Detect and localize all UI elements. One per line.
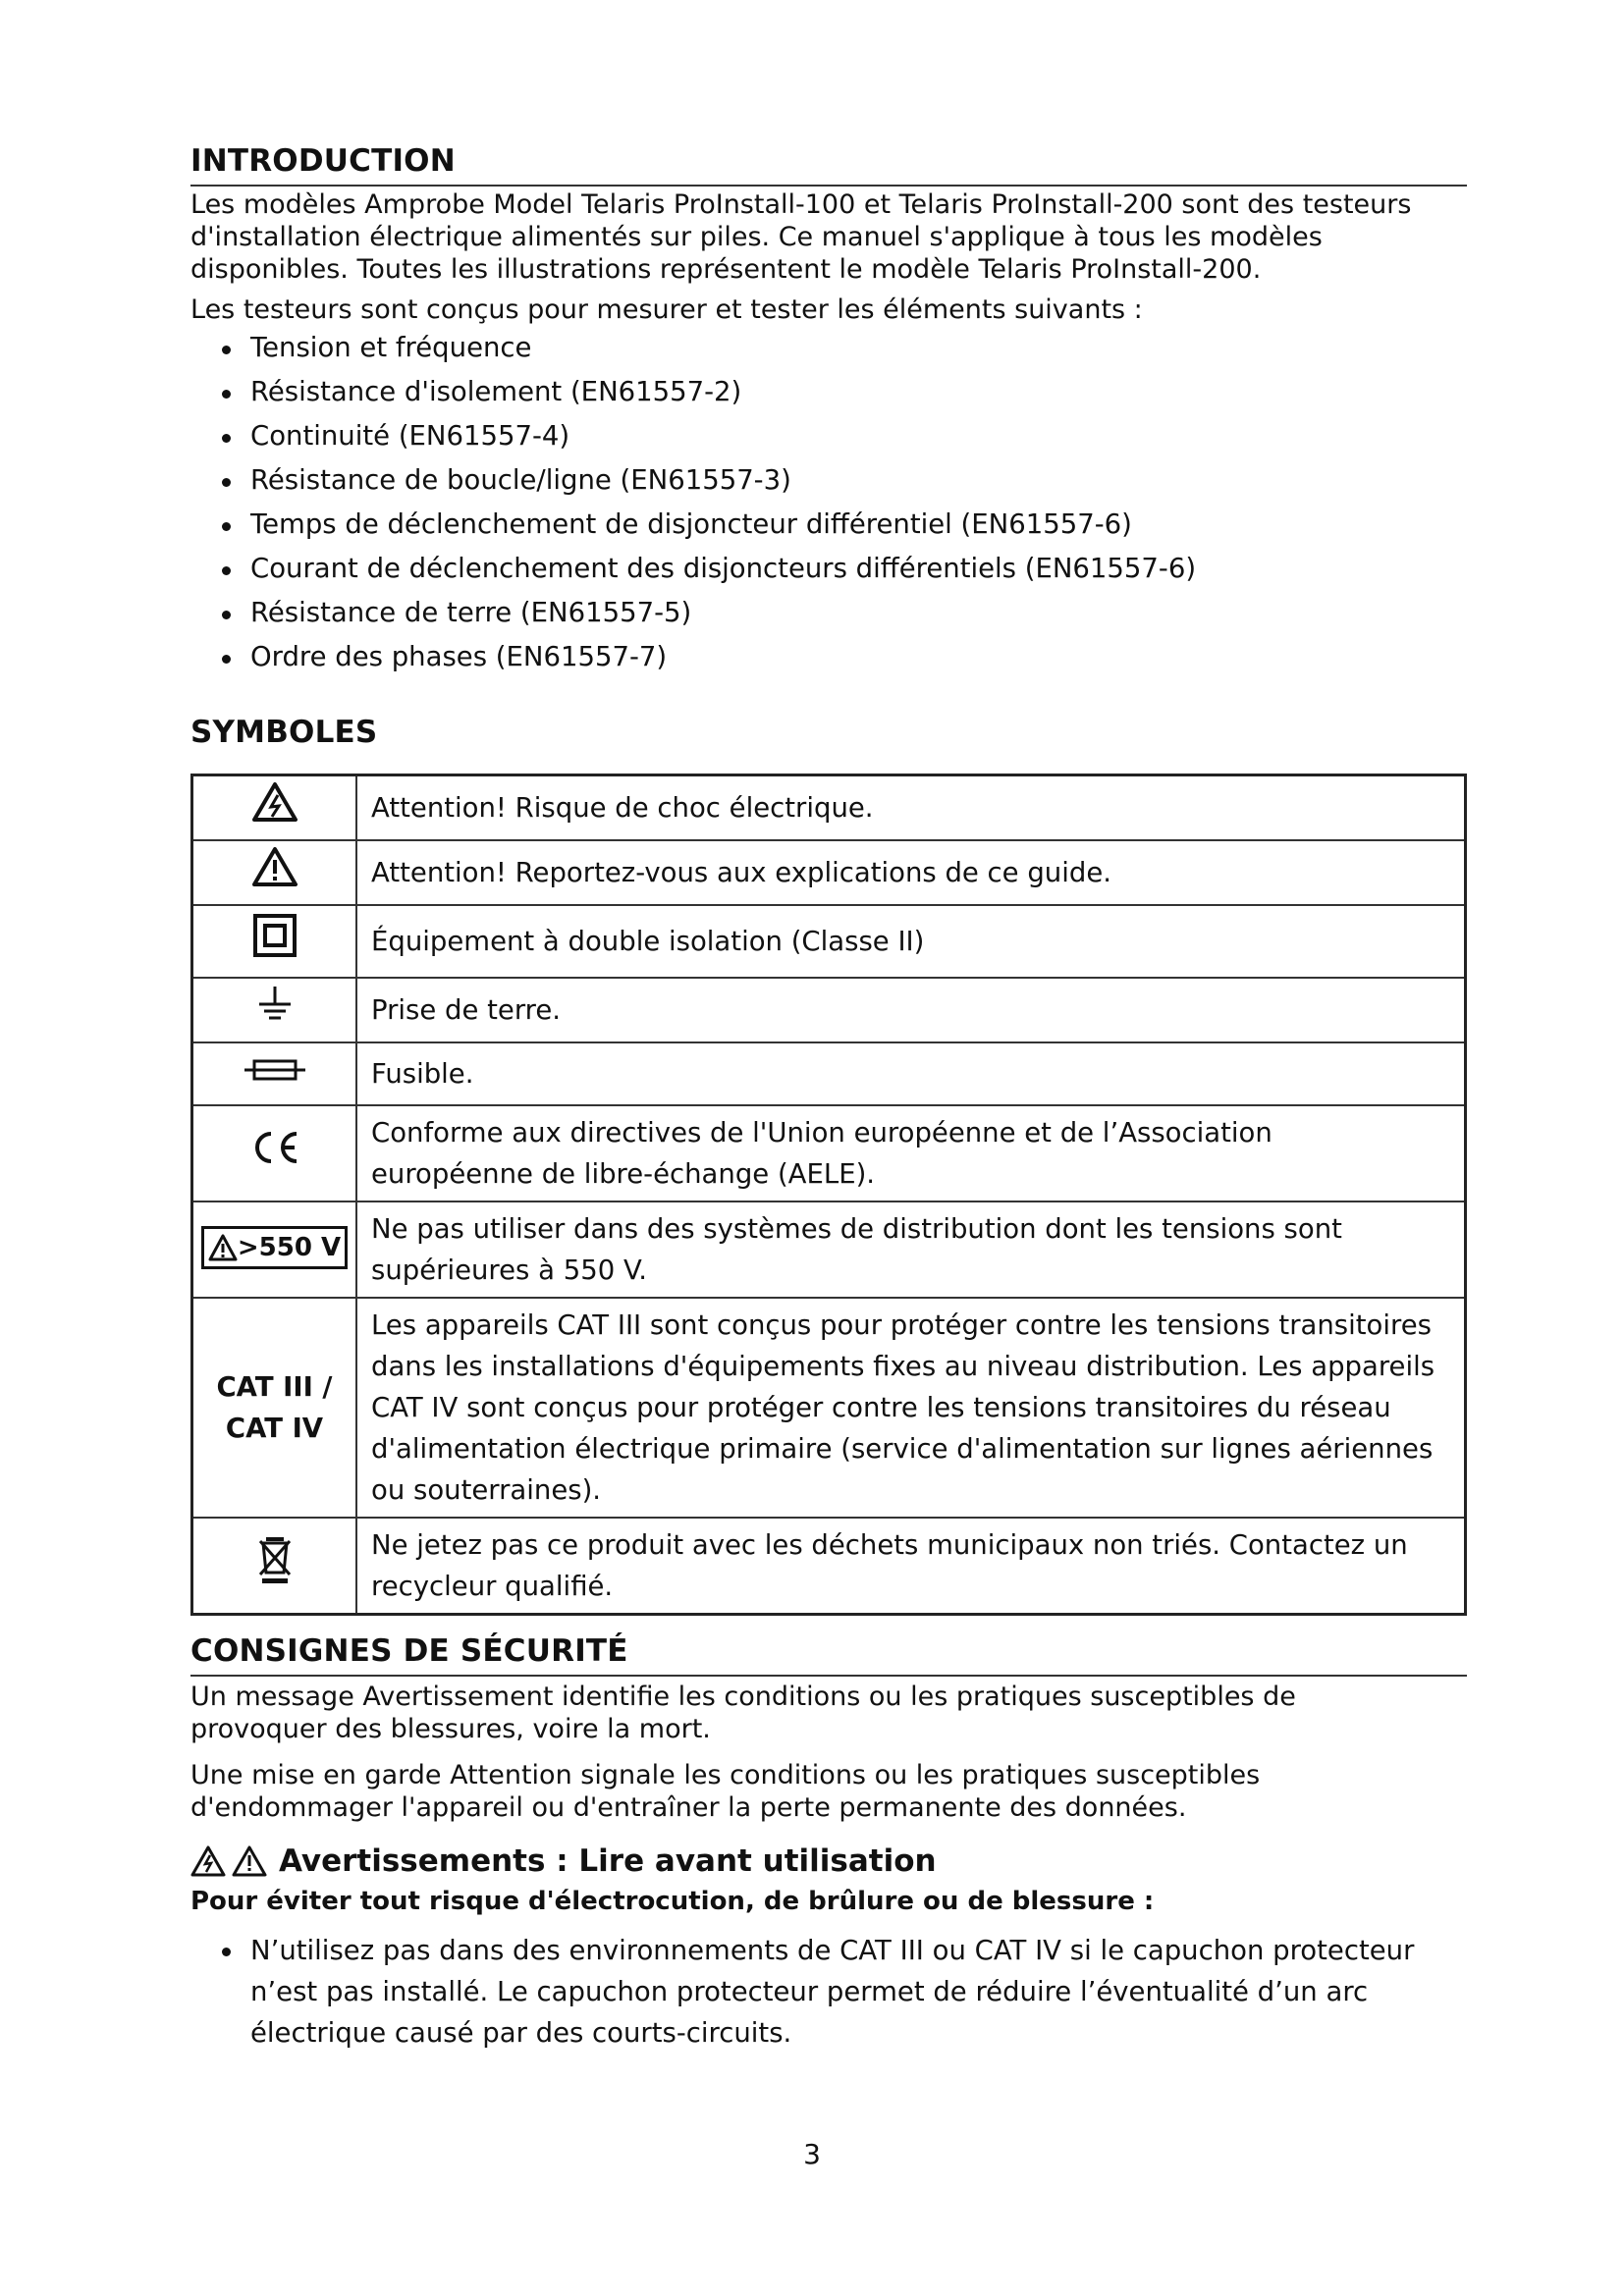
symbol-cell bbox=[192, 1042, 357, 1105]
text-line: CAT IV sont conçus pour protéger contre les tensions transitoires du réseau bbox=[371, 1391, 1391, 1423]
symbol-description bbox=[356, 1518, 1466, 1615]
symbol-cell bbox=[192, 775, 357, 840]
introduction-paragraph-2: Les testeurs sont conçus pour mesurer et tester les éléments suivants : bbox=[190, 294, 1143, 325]
list-item: Résistance de boucle/ligne (EN61557-3) bbox=[190, 458, 1467, 503]
text-line: dans les installations d'équipements fixes au niveau distribution. Les appareils bbox=[371, 1350, 1435, 1382]
cat-label-line: CAT IV bbox=[225, 1412, 324, 1444]
caution-icon bbox=[251, 846, 298, 887]
list-item: Tension et fréquence bbox=[190, 326, 1467, 370]
list-item: Continuité (EN61557-4) bbox=[190, 414, 1467, 458]
text-line: Ne jetez pas ce produit avec les déchets municipaux non triés. Contactez un bbox=[371, 1528, 1408, 1561]
symbol-description: Attention! Reportez-vous aux explications de ce guide. bbox=[356, 840, 1466, 905]
list-item: Courant de déclenchement des disjoncteurs différentiels (EN61557-6) bbox=[190, 547, 1467, 591]
text-line: européenne de libre-échange (AELE). bbox=[371, 1157, 876, 1190]
table-row bbox=[192, 775, 1466, 840]
symbol-cell bbox=[192, 1105, 357, 1201]
max-voltage-label: >550 V bbox=[237, 1232, 342, 1262]
table-row bbox=[192, 1298, 1466, 1518]
page-number: 3 bbox=[803, 2138, 821, 2170]
symbol-description bbox=[356, 1105, 1466, 1201]
list-item: Résistance de terre (EN61557-5) bbox=[190, 591, 1467, 635]
text-line: Les modèles Amprobe Model Telaris ProInstall-100 et Telaris ProInstall-200 sont des testeurs bbox=[190, 189, 1412, 220]
symbols-table bbox=[190, 774, 1467, 1616]
introduction-section bbox=[190, 143, 1467, 679]
text-line: disponibles. Toutes les illustrations représentent le modèle Telaris ProInstall-200. bbox=[190, 254, 1262, 285]
symbol-description: Attention! Risque de choc électrique. bbox=[356, 775, 1466, 840]
text-line: Une mise en garde Attention signale les conditions ou les pratiques susceptibles bbox=[190, 1760, 1261, 1790]
introduction-heading: INTRODUCTION bbox=[190, 143, 1467, 187]
ce-mark-icon bbox=[247, 1128, 302, 1167]
shock-warning-icon bbox=[251, 781, 298, 823]
warning-heading-text: Avertissements : Lire avant utilisation bbox=[279, 1843, 937, 1879]
text-line: Un message Avertissement identifie les conditions ou les pratiques susceptibles de bbox=[190, 1682, 1296, 1712]
text-line: d'alimentation électrique primaire (service d'alimentation sur lignes aériennes bbox=[371, 1432, 1434, 1465]
list-item: Temps de déclenchement de disjoncteur différentiel (EN61557-6) bbox=[190, 503, 1467, 547]
text-line: Conforme aux directives de l'Union européenne et de l’Association bbox=[371, 1116, 1272, 1148]
text-line: n’est pas installé. Le capuchon protecteur permet de réduire l’éventualité d’un arc bbox=[250, 1976, 1369, 2007]
text-line: d'installation électrique alimentés sur piles. Ce manuel s'applique à tous les modèles bbox=[190, 222, 1323, 252]
table-row bbox=[192, 1201, 1466, 1298]
warning-heading bbox=[190, 1843, 1467, 1879]
table-row bbox=[192, 978, 1466, 1042]
text-line: supérieures à 550 V. bbox=[371, 1254, 647, 1286]
symbol-cell bbox=[192, 1201, 357, 1298]
safety-paragraph-1 bbox=[190, 1681, 1467, 1745]
text-line: d'endommager l'appareil ou d'entraîner la perte permanente des données. bbox=[190, 1792, 1187, 1823]
warning-subheading: Pour éviter tout risque d'électrocution, de brûlure ou de blessure : bbox=[190, 1887, 1155, 1916]
measurement-list bbox=[190, 326, 1467, 679]
symbol-cell bbox=[192, 840, 357, 905]
table-row bbox=[192, 840, 1466, 905]
symbol-description: Prise de terre. bbox=[356, 978, 1466, 1042]
caution-icon bbox=[232, 1845, 267, 1877]
fuse-icon bbox=[244, 1057, 305, 1083]
ground-icon bbox=[255, 985, 295, 1024]
introduction-paragraph-1 bbox=[190, 188, 1467, 286]
table-row bbox=[192, 1105, 1466, 1201]
cat-label bbox=[192, 1298, 357, 1518]
text-line: Les appareils CAT III sont conçus pour protéger contre les tensions transitoires bbox=[371, 1308, 1432, 1341]
cat-label-line: CAT III / bbox=[216, 1370, 333, 1403]
text-line: électrique causé par des courts-circuits. bbox=[250, 2017, 792, 2049]
weee-bin-icon bbox=[258, 1535, 292, 1584]
text-line: N’utilisez pas dans des environnements de CAT III ou CAT IV si le capuchon protecteur bbox=[250, 1935, 1415, 1966]
safety-heading: CONSIGNES DE SÉCURITÉ bbox=[190, 1633, 1467, 1677]
symbol-description bbox=[356, 1298, 1466, 1518]
symbol-cell bbox=[192, 905, 357, 978]
symbol-description bbox=[356, 1201, 1466, 1298]
list-item: Résistance d'isolement (EN61557-2) bbox=[190, 370, 1467, 414]
table-row bbox=[192, 1042, 1466, 1105]
text-line: ou souterraines). bbox=[371, 1473, 602, 1506]
table-row bbox=[192, 1518, 1466, 1615]
text-line: recycleur qualifié. bbox=[371, 1570, 614, 1602]
safety-section bbox=[190, 1633, 1467, 2054]
safety-paragraph-2 bbox=[190, 1759, 1467, 1824]
symbol-cell bbox=[192, 1518, 357, 1615]
double-insulation-icon bbox=[252, 913, 298, 958]
table-row bbox=[192, 905, 1466, 978]
shock-warning-icon bbox=[190, 1845, 226, 1877]
symbols-section bbox=[190, 715, 1467, 1616]
text-line: provoquer des blessures, voire la mort. bbox=[190, 1714, 711, 1744]
symbol-description: Équipement à double isolation (Classe II) bbox=[356, 905, 1466, 978]
max-voltage-icon bbox=[201, 1226, 348, 1269]
symbol-description: Fusible. bbox=[356, 1042, 1466, 1105]
symbols-heading: SYMBOLES bbox=[190, 715, 378, 750]
list-item bbox=[190, 1930, 1467, 2054]
warning-list bbox=[190, 1930, 1467, 2054]
symbol-cell bbox=[192, 978, 357, 1042]
caution-icon bbox=[208, 1234, 238, 1261]
list-item: Ordre des phases (EN61557-7) bbox=[190, 635, 1467, 679]
text-line: Ne pas utiliser dans des systèmes de distribution dont les tensions sont bbox=[371, 1212, 1342, 1245]
